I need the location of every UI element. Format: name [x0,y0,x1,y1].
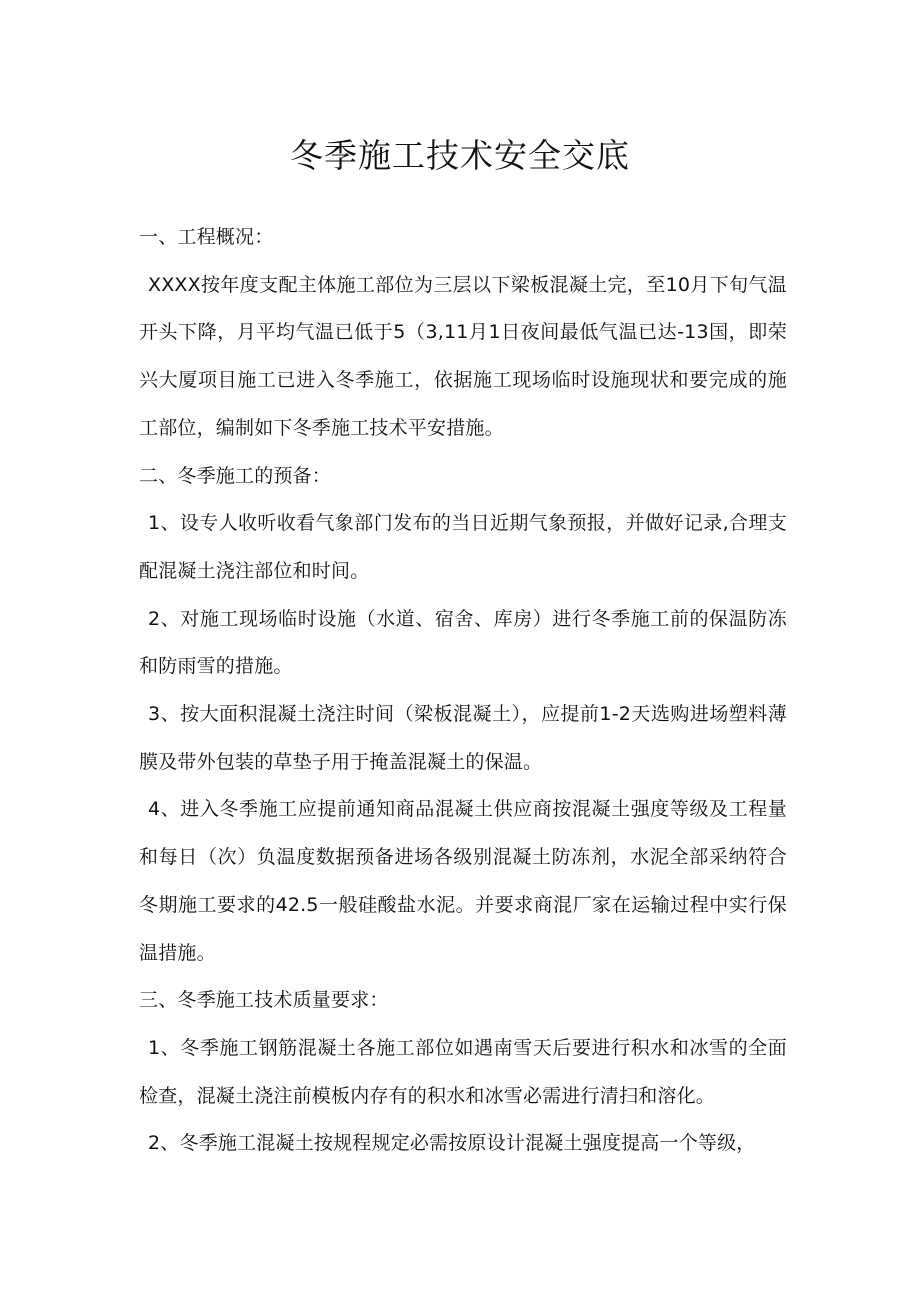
paragraph-quality-2: 2、冬季施工混凝土按规程规定必需按原设计混凝土强度提高一个等级， [148,1132,756,1155]
paragraph-overview: XXXX按年度支配主体施工部位为三层以下梁板混凝土完，至10月下旬气温开头下降，月平均气温已低于5（3,11月1日夜间最低气温已达-13国，即荣兴大厦项目施工已进入冬季施工，依据施工现场临时设施现状和要完成的施工部位，编制如下冬季施工技术平安措施。 [139,273,787,439]
paragraph-quality-1: 1、冬季施工钢筋混凝土各施工部位如遇南雪天后要进行积水和冰雪的全面检查，混凝土浇注前模板内存有的积水和冰雪必需进行清扫和溶化。 [139,1036,787,1107]
paragraph-preparation-4: 4、进入冬季施工应提前通知商品混凝土供应商按混凝土强度等级及工程量和每日（次）负温度数据预备进场各级别混凝土防冻剂，水泥全部采纳符合冬期施工要求的42.5一般硅酸盐水泥。并要求商混厂家在运输过程中实行保温措施。 [139,798,787,964]
document-body [139,214,787,1168]
paragraph-preparation-1: 1、设专人收听收看气象部门发布的当日近期气象预报，并做好记录,合理支配混凝土浇注部位和时间。 [139,512,787,582]
section-heading-preparation: 二、冬季施工的预备： [139,464,332,487]
paragraph-preparation-3: 3、按大面积混凝土浇注时间（梁板混凝土），应提前1-2天选购进场塑料薄膜及带外包装的草垫子用于掩盖混凝土的保温。 [139,703,787,773]
paragraph-preparation-2: 2、对施工现场临时设施（水道、宿舍、库房）进行冬季施工前的保温防冻和防雨雪的措施。 [139,607,787,678]
section-heading-overview: 一、工程概况： [139,226,274,248]
section-heading-quality: 三、冬季施工技术质量要求： [139,989,389,1012]
document-title: 冬季施工技术安全交底 [290,136,630,175]
